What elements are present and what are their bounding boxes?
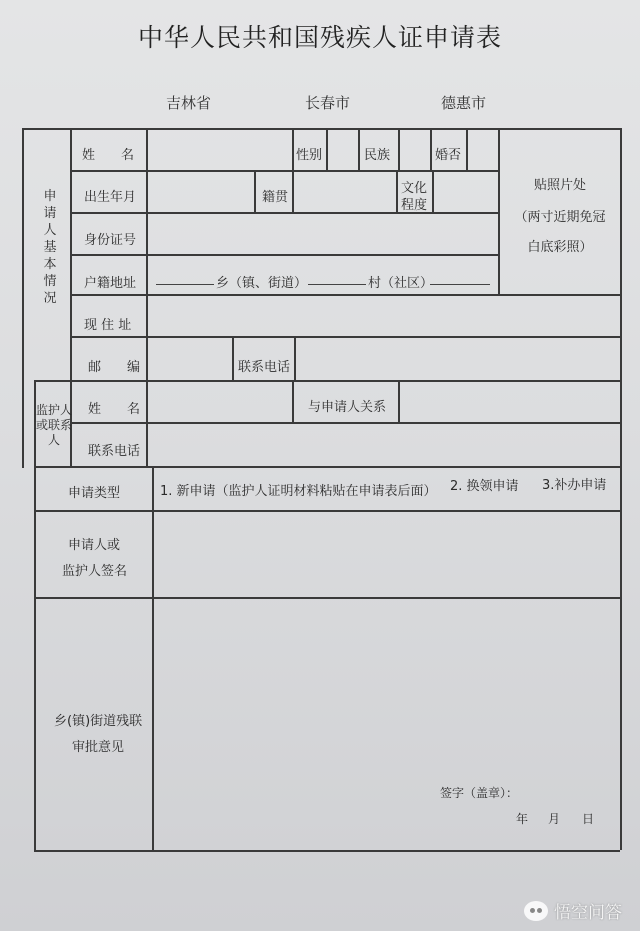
ethnicity-label: 民族 bbox=[364, 148, 391, 163]
household-village-label: 村（社区） bbox=[368, 276, 434, 291]
signature-label-1: 申请人或 bbox=[68, 538, 121, 553]
gender-label: 性别 bbox=[296, 148, 323, 163]
watermark-text: 悟空问答 bbox=[554, 903, 622, 923]
birth-label: 出生年月 bbox=[84, 190, 137, 205]
applicant-section-label: 申请人基本情况 bbox=[43, 189, 57, 306]
county-text: 德惠市 bbox=[441, 94, 487, 112]
approval-label-1: 乡(镇)街道残联 bbox=[54, 714, 143, 729]
household-tail-blank bbox=[430, 272, 490, 285]
application-option-reissue[interactable]: 3.补办申请 bbox=[542, 478, 607, 493]
approval-sign-label: 签字（盖章）： bbox=[440, 786, 519, 800]
application-option-renew[interactable]: 2. 换领申请 bbox=[450, 479, 519, 494]
postcode-label: 邮 编 bbox=[88, 360, 141, 375]
approval-date-day: 日 bbox=[582, 812, 595, 826]
marital-label: 婚否 bbox=[435, 148, 462, 163]
photo-label-1: 贴照片处 bbox=[533, 178, 586, 193]
photo-label-2: （两寸近期免冠 bbox=[514, 210, 606, 225]
watermark bbox=[524, 898, 622, 923]
approval-label-2: 审批意见 bbox=[72, 740, 125, 755]
education-label-1: 文化 bbox=[401, 181, 428, 196]
education-label-2: 程度 bbox=[401, 198, 428, 213]
current-address-label: 现 住 址 bbox=[84, 318, 132, 333]
household-label: 户籍地址 bbox=[84, 276, 137, 291]
wukong-logo-icon bbox=[524, 901, 548, 921]
phone-label: 联系电话 bbox=[238, 360, 291, 375]
relation-label: 与申请人关系 bbox=[308, 400, 387, 415]
application-type-label: 申请类型 bbox=[68, 486, 121, 501]
form-title: 中华人民共和国残疾人证申请表 bbox=[137, 23, 502, 52]
name-label: 姓 名 bbox=[82, 148, 135, 163]
approval-date-month: 月 bbox=[548, 812, 561, 826]
native-label: 籍贯 bbox=[262, 190, 289, 205]
household-town-blank bbox=[156, 272, 214, 285]
photo-label-3: 白底彩照） bbox=[527, 240, 593, 255]
approval-date-year: 年 bbox=[516, 812, 529, 826]
signature-label-2: 监护人签名 bbox=[62, 564, 128, 579]
province-text: 吉林省 bbox=[166, 94, 212, 112]
household-village-blank bbox=[308, 272, 366, 285]
guardian-section-label: 监护人或联系人 bbox=[36, 403, 73, 447]
application-option-new[interactable]: 1. 新申请（监护人证明材料粘贴在申请表后面） bbox=[160, 484, 437, 499]
household-town-label: 乡（镇、街道） bbox=[216, 276, 308, 291]
id-number-label: 身份证号 bbox=[84, 233, 137, 248]
city-text: 长春市 bbox=[305, 94, 351, 112]
guardian-name-label: 姓 名 bbox=[88, 402, 141, 417]
guardian-phone-label: 联系电话 bbox=[88, 444, 141, 459]
